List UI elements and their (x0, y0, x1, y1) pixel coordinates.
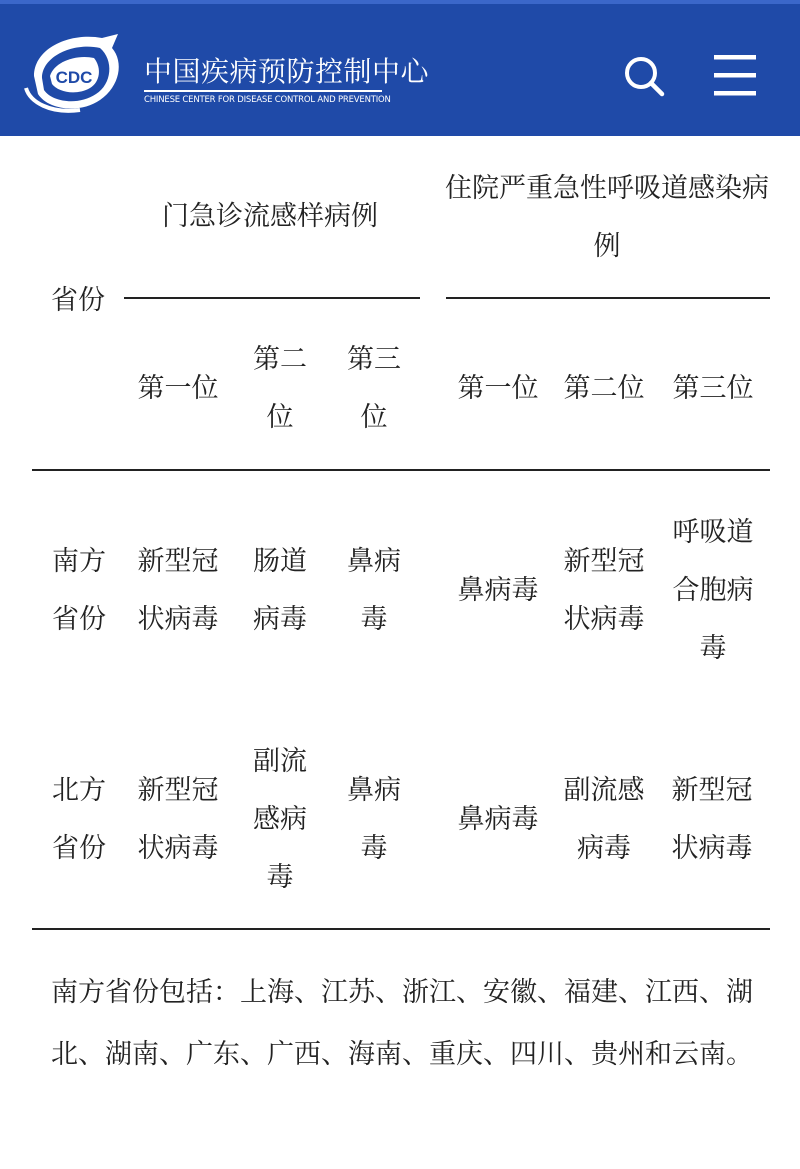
outpatient-rank-1-header: 第一位 (137, 373, 219, 404)
province-column-header: 省份 (51, 285, 105, 316)
outpatient-group-header: 门急诊流感样病例 (162, 201, 378, 232)
table-cell: 呼吸道合胞病毒 (672, 517, 754, 664)
header-bottom-rule (32, 469, 770, 471)
site-header (0, 0, 800, 136)
table-cell: 新型冠状病毒 (137, 775, 219, 864)
outpatient-group-underline (124, 297, 420, 299)
table-cell: 副流感病毒 (563, 775, 645, 864)
logo-text: CDC (55, 68, 93, 87)
table-row-province: 北方省份 (52, 775, 106, 864)
org-name-cn[interactable]: 中国疾病预防控制中心 (144, 55, 430, 88)
search-icon[interactable] (620, 52, 668, 100)
table-row-province: 南方省份 (52, 546, 106, 635)
inpatient-rank-1-header: 第一位 (457, 373, 539, 404)
inpatient-rank-2-header: 第二位 (563, 373, 645, 404)
table-cell: 新型冠状病毒 (671, 775, 753, 864)
table-cell: 鼻病毒 (347, 775, 401, 864)
table-cell: 肠道病毒 (253, 546, 307, 635)
outpatient-rank-2-header: 第二位 (253, 344, 307, 433)
org-name-divider (144, 90, 382, 92)
cdc-logo[interactable] (20, 26, 128, 116)
south-provinces-note: 南方省份包括：上海、江苏、浙江、安徽、福建、江西、湖北、湖南、广东、广西、海南、重庆、四川、贵州和云南。 (51, 977, 753, 1070)
menu-icon[interactable] (710, 52, 760, 98)
table-cell: 鼻病毒 (347, 546, 401, 635)
org-name-en: CHINESE CENTER FOR DISEASE CONTROL AND PREVENTION (144, 95, 391, 105)
inpatient-group-underline (446, 297, 770, 299)
inpatient-group-header: 住院严重急性呼吸道感染病例 (445, 173, 769, 262)
table-cell: 副流感病毒 (253, 746, 307, 893)
table-cell: 新型冠状病毒 (563, 546, 645, 635)
table-cell: 鼻病毒 (457, 804, 539, 835)
inpatient-rank-3-header: 第三位 (672, 373, 754, 404)
table-cell: 鼻病毒 (457, 575, 539, 606)
outpatient-rank-3-header: 第三位 (347, 344, 401, 433)
table-bottom-rule (32, 928, 770, 930)
table-cell: 新型冠状病毒 (137, 546, 219, 635)
